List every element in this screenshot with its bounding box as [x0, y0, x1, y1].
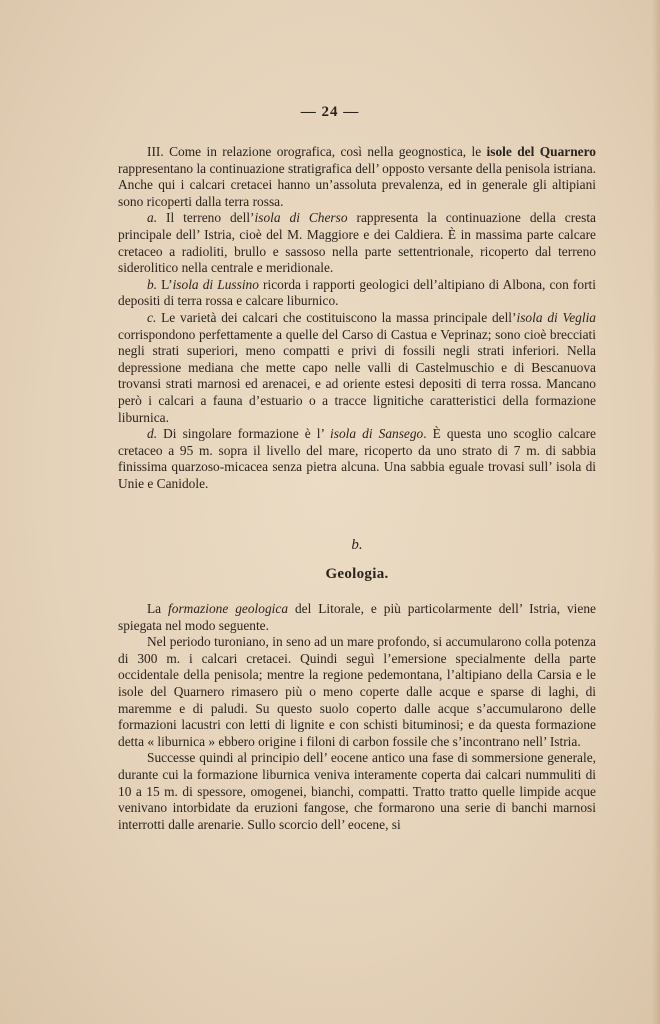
italic-term: formazione geologica: [168, 601, 289, 616]
island-name: isola di Cherso: [254, 210, 348, 226]
island-name: isola di Veglia: [516, 309, 596, 325]
paragraph-sansego: d. Di singolare formazione è l’ isola di Sansego. È questa uno scoglio calcare cretaceo a 95 m. sopra il livello del mare, ricoperto da uno strato di 7 m. di sabbia finissima quarzoso-micacea senza pietra alcuna. Una sabbia eguale trovasi sull’ isola di Unie e Canidole.: [118, 426, 596, 491]
paragraph-eocene: Successe quindi al principio dell’ eocene antico una fase di sommersione generale, durante cui la formazione liburnica veniva interamente coperta dai calcari nummuliti di 10 a 15 m. di spessore, omogenei, bianchi, compatti. Tratto tratto quelle limpide acque venivano intorbidate da eruzioni fangose, che formarono una serie di banchi marnosi interrotti dalle arenarie. Sullo scorcio dell’ eocene, si: [118, 750, 596, 832]
island-name: isola di Lussino: [172, 276, 259, 292]
paragraph-lussino: b. L’isola di Lussino ricorda i rapporti geologici dell’altipiano di Albona, con forti depositi di terra rossa e calcare liburnico.: [118, 276, 596, 309]
island-name: isola di Sansego: [330, 426, 424, 442]
paragraph-veglia: c. Le varietà dei calcari che costituiscono la massa principale dell’isola di Veglia corrispondono perfettamente a quelle del Carso di Castua e Veprinaz; sono cioè brecciati negli strati superiori, meno compatti e privi di fossili negli strati inferiori. Nella depressione mediana che mette capo nelle valli di Castelmuschio e di Bescanuova trovansi strati marnosi ed arenacei, e ad oriente estesi depositi di terra rossa. Mancano però i calcari a fauna d’estuario o a tracce lignitiche caratteristici della formazione liburnica.: [118, 309, 596, 425]
section-title: Geologia.: [325, 566, 389, 582]
paragraph-cherso: a. Il terreno dell’isola di Cherso rappresenta la continuazione della cresta principale dell’ Istria, cioè del M. Maggiore e dei Caldiera. È in massima parte calcare cretaceo a radioliti, brullo e sassoso nella parte settentrionale, ricoperto dal terreno siderolitico nella centrale e meridionale.: [118, 210, 597, 276]
paragraph-formazione: La formazione geologica del Litorale, e più particolarmente dell’ Istria, viene spiegata nel modo seguente.: [118, 601, 596, 633]
bold-term: isole del Quarnero: [486, 144, 596, 159]
paragraph-intro: III. Come in relazione orografica, così nella geognostica, le isole del Quarnero rappresentano la continuazione stratigrafica dell’ opposto versante della penisola istriana. Anche qui i calcari cretacei hanno un’assoluta prevalenza, ed in generale gli altipiani sono ricoperti dalla terra rossa.: [118, 144, 596, 209]
section-three-text: [118, 144, 596, 492]
geologia-text: [118, 601, 596, 833]
section-letter: b.: [351, 537, 363, 553]
page-number: — 24 —: [300, 104, 360, 120]
page-edge-shadow: [652, 0, 660, 1024]
paragraph-turoniano: Nel periodo turoniano, in seno ad un mare profondo, si accumularono colla potenza di 300 m. i calcari cretacei. Quindi seguì l’emersione specialmente della parte occidentale della penisola; mentre la regione pedemontana, l’altipiano della Carsia e le isole del Quarnero rimasero più o meno coperte dalle acque e sparse di laghi, di maremme e di paludi. Su questo suolo coperto dalle acque s’accumularono delle formazioni lacustri con letti di lignite e con schisti bituminosi; e da questa formazione detta « liburnica » ebbero origine i filoni di carbon fossile che s’incontrano nell’ Istria.: [118, 634, 596, 749]
